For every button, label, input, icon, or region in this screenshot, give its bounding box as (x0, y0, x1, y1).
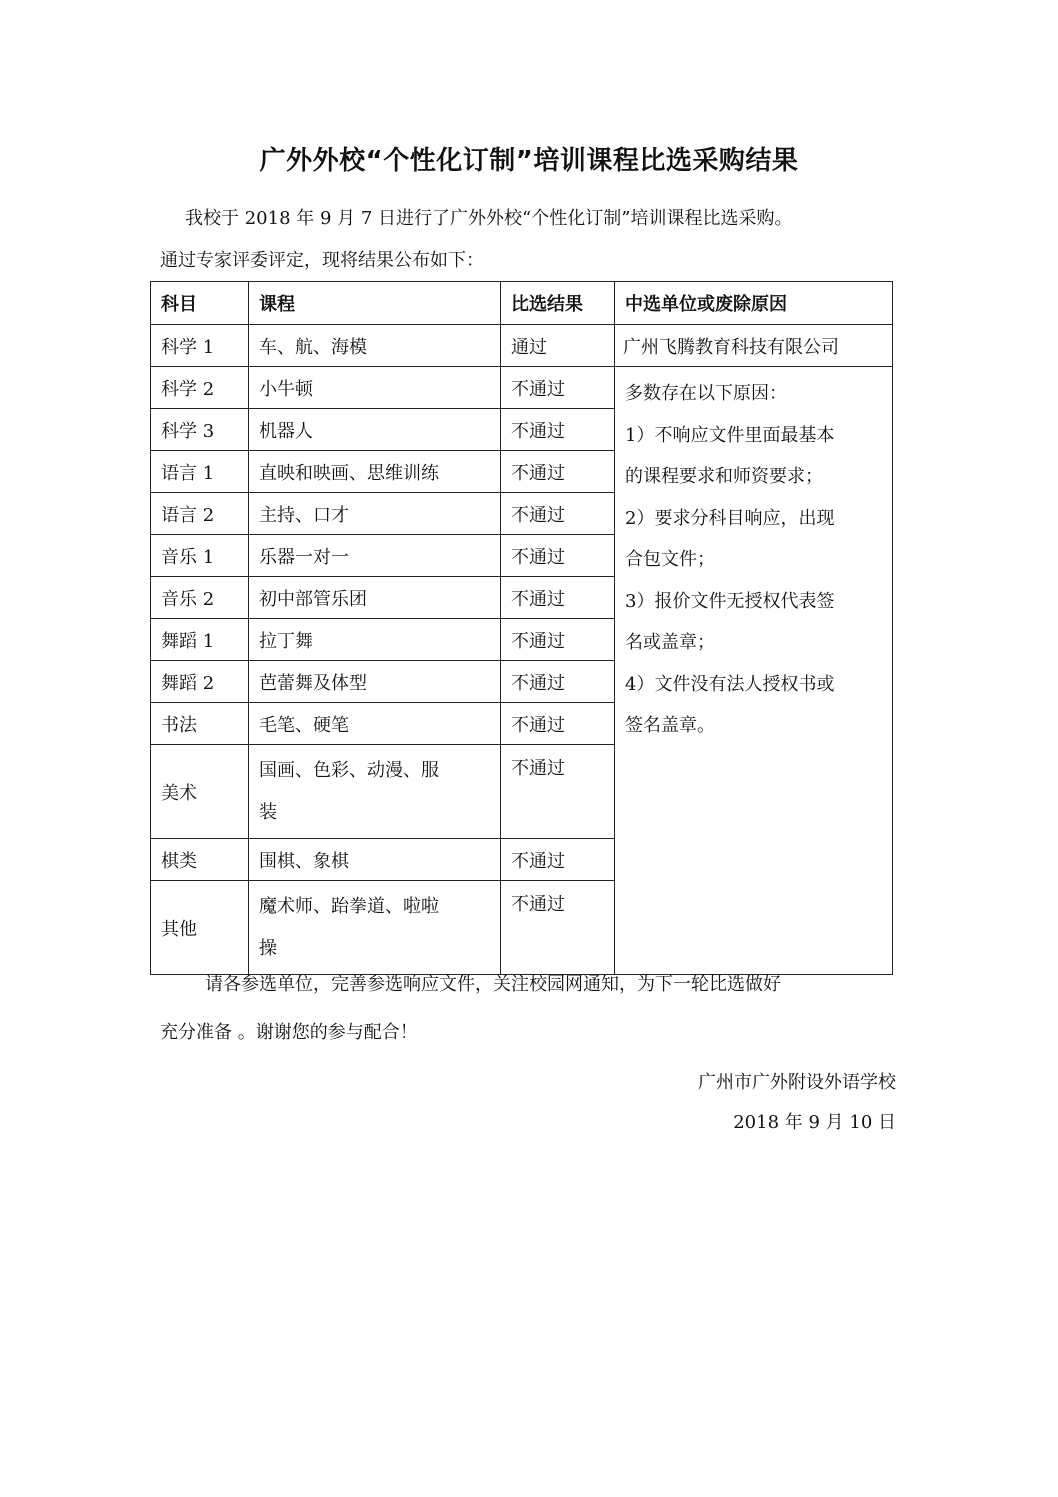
header-subject: 科目 (151, 282, 249, 325)
closing-paragraph-line-1: 请各参选单位，完善参选响应文件，关注校园网通知，为下一轮比选做好 (205, 974, 781, 995)
course-line: 装 (259, 801, 277, 823)
reason-line: 2）要求分科目响应，出现 (625, 507, 835, 529)
course-cell: 围棋、象棋 (249, 839, 501, 881)
subject-cell: 书法 (151, 703, 249, 745)
reason-line: 的课程要求和师资要求； (625, 466, 823, 487)
header-winner-or-reason: 中选单位或废除原因 (615, 282, 893, 325)
course-cell: 主持、口才 (249, 493, 501, 535)
result-cell: 不通过 (501, 619, 615, 661)
table-row (151, 325, 893, 367)
result-cell: 不通过 (501, 881, 615, 975)
subject-cell: 科学 3 (151, 409, 249, 451)
course-cell (249, 745, 501, 839)
winner-cell: 广州飞腾教育科技有限公司 (615, 325, 893, 367)
subject-cell: 科学 1 (151, 325, 249, 367)
subject-cell: 舞蹈 1 (151, 619, 249, 661)
subject-cell: 舞蹈 2 (151, 661, 249, 703)
course-cell: 初中部管乐团 (249, 577, 501, 619)
reason-line: 4）文件没有法人授权书或 (625, 673, 835, 695)
reason-line: 签名盖章。 (625, 715, 715, 736)
subject-cell: 音乐 2 (151, 577, 249, 619)
course-cell: 机器人 (249, 409, 501, 451)
intro-paragraph-line-2: 通过专家评委评定，现将结果公布如下： (160, 250, 484, 271)
course-cell: 芭蕾舞及体型 (249, 661, 501, 703)
result-cell: 不通过 (501, 451, 615, 493)
course-line: 操 (259, 937, 277, 959)
reason-line: 合包文件； (625, 549, 715, 570)
course-cell: 小牛顿 (249, 367, 501, 409)
result-cell: 通过 (501, 325, 615, 367)
result-cell: 不通过 (501, 745, 615, 839)
reason-line: 多数存在以下原因： (625, 383, 787, 404)
course-cell (249, 881, 501, 975)
subject-cell: 音乐 1 (151, 535, 249, 577)
intro-paragraph-line-1: 我校于 2018 年 9 月 7 日进行了广外外校“个性化订制”培训课程比选采购。 (185, 208, 793, 229)
results-table (150, 281, 893, 975)
reason-line: 1）不响应文件里面最基本 (625, 424, 835, 446)
subject-cell: 科学 2 (151, 367, 249, 409)
document-title: 广外外校“个性化订制”培训课程比选采购结果 (259, 146, 799, 176)
subject-cell: 语言 1 (151, 451, 249, 493)
reason-line: 名或盖章； (625, 632, 715, 653)
result-cell: 不通过 (501, 703, 615, 745)
result-cell: 不通过 (501, 577, 615, 619)
subject-cell: 其他 (151, 881, 249, 975)
result-cell: 不通过 (501, 839, 615, 881)
course-cell: 车、航、海模 (249, 325, 501, 367)
signature-date: 2018 年 9 月 10 日 (733, 1112, 896, 1133)
course-cell: 直映和映画、思维训练 (249, 451, 501, 493)
course-line: 国画、色彩、动漫、服 (259, 759, 439, 781)
signature-organization: 广州市广外附设外语学校 (698, 1072, 896, 1093)
result-cell: 不通过 (501, 661, 615, 703)
closing-paragraph-line-2: 充分准备 。谢谢您的参与配合！ (160, 1022, 418, 1043)
course-cell: 毛笔、硬笔 (249, 703, 501, 745)
header-result: 比选结果 (501, 282, 615, 325)
result-cell: 不通过 (501, 409, 615, 451)
result-cell: 不通过 (501, 535, 615, 577)
course-cell: 拉丁舞 (249, 619, 501, 661)
table-header-row (151, 282, 893, 325)
table-row (151, 367, 893, 409)
header-course: 课程 (249, 282, 501, 325)
course-cell: 乐器一对一 (249, 535, 501, 577)
subject-cell: 美术 (151, 745, 249, 839)
reason-line: 3）报价文件无授权代表签 (625, 590, 835, 612)
result-cell: 不通过 (501, 493, 615, 535)
subject-cell: 语言 2 (151, 493, 249, 535)
subject-cell: 棋类 (151, 839, 249, 881)
result-cell: 不通过 (501, 367, 615, 409)
rejection-reasons-cell (615, 367, 893, 975)
course-line: 魔术师、跆拳道、啦啦 (259, 895, 439, 917)
